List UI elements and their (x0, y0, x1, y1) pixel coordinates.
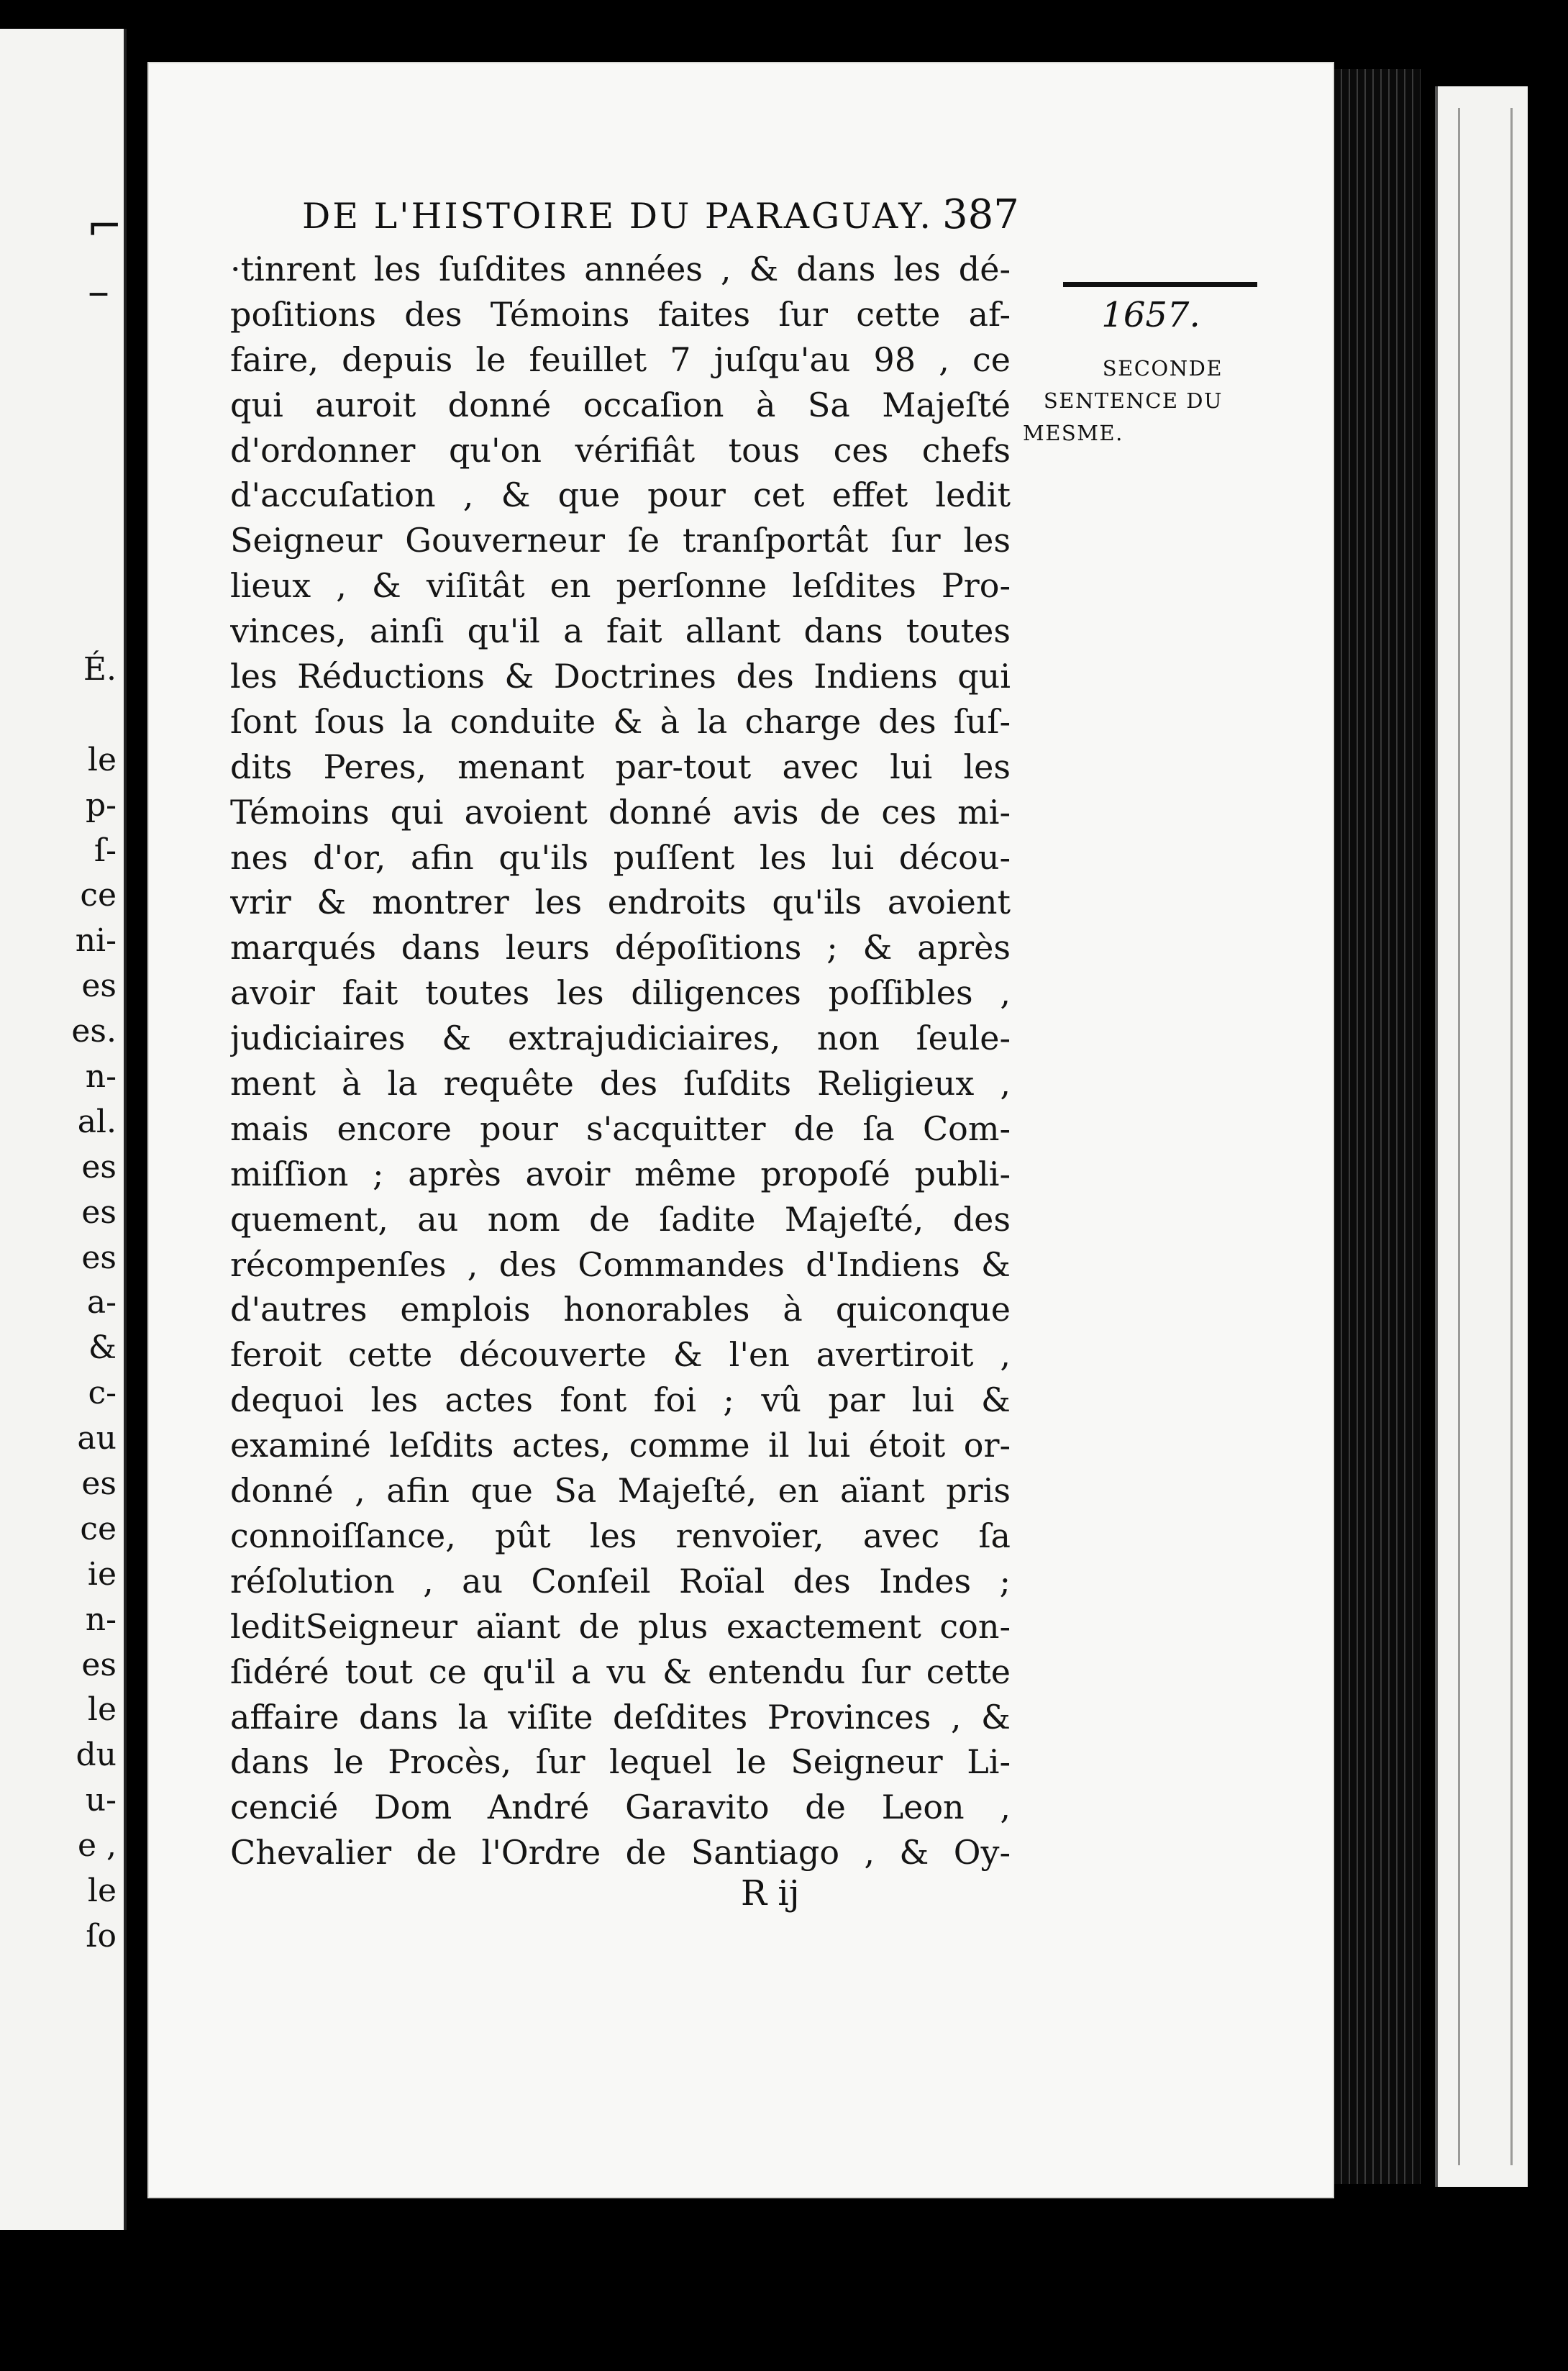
facing-page-line-endings (9, 647, 117, 1960)
text-line: lieux , & viſitât en perſonne leſdites Pro- (230, 566, 1011, 606)
back-cover-board (1435, 86, 1528, 2187)
text-line: avoir fait toutes les diligences poſſibles , (230, 973, 1011, 1013)
facing-page-dash-mark: – (88, 266, 109, 317)
facing-line-fragment: ſo (86, 1917, 117, 1954)
facing-page-bracket-mark: ⌐ (86, 201, 123, 252)
text-line: feroit cette découverte & l'en avertiroit , (230, 1335, 1011, 1375)
text-line: marqués dans leurs dépoſitions ; & après (230, 928, 1011, 968)
text-line: qui auroit donné occaſion à Sa Majeſté (230, 385, 1011, 424)
text-line: dits Peres, menant par-tout avec lui les (230, 747, 1011, 786)
cover-binding-lines (1458, 108, 1513, 2165)
text-line: d'autres emplois honorables à quiconque (230, 1290, 1011, 1329)
running-header: DE L'HISTOIRE DU PARAGUAY. (302, 196, 933, 237)
facing-line-fragment: n- (85, 1058, 117, 1096)
facing-line-fragment: le (87, 1691, 117, 1729)
text-line: ·tinrent les ſuſdites années , & dans les dé- (230, 250, 1011, 288)
facing-line-fragment: ce (80, 877, 117, 914)
text-line: mais encore pour s'acquitter de ſa Com- (230, 1109, 1011, 1148)
text-line: poſitions des Témoins faites ſur cette af- (230, 294, 1011, 334)
margin-note-line: SECONDE (1102, 356, 1223, 381)
text-line: ſont ſous la conduite & à la charge des ſuſ- (230, 701, 1011, 741)
text-line: donné , afin que Sa Majeſté, en aïant pris (230, 1471, 1011, 1511)
text-line: nes d'or, afin qu'ils puſſent les lui décou- (230, 837, 1011, 877)
text-line: vrir & montrer les endroits qu'ils avoient (230, 883, 1011, 922)
margin-year: 1657. (1101, 295, 1200, 335)
margin-note-line: SENTENCE DU (1043, 388, 1223, 413)
text-line: miſſion ; après avoir même propoſé publi- (230, 1154, 1011, 1193)
facing-line-fragment: c- (88, 1375, 117, 1412)
text-line: vinces, ainſi qu'il a fait allant dans toutes (230, 611, 1011, 651)
facing-line-fragment: & (88, 1329, 117, 1367)
facing-line-fragment: es (81, 1646, 117, 1683)
facing-line-fragment: es (81, 1239, 117, 1276)
facing-line-fragment: É. (83, 651, 117, 688)
facing-line-fragment: u- (85, 1782, 117, 1819)
page-number: 387 (942, 191, 1019, 238)
text-line: Chevalier de l'Ordre de Santiago , & Oy- (230, 1833, 1011, 1872)
text-line: réſolution , au Conſeil Roïal des Indes ; (230, 1561, 1011, 1601)
facing-line-fragment: le (87, 1872, 117, 1910)
text-line: les Réductions & Doctrines des Indiens qui (230, 657, 1011, 696)
text-line: leditSeigneur aïant de plus exactement con- (230, 1606, 1011, 1646)
facing-line-fragment: es (81, 1465, 117, 1503)
text-line: judiciaires & extrajudiciaires, non ſeule- (230, 1019, 1011, 1058)
facing-line-fragment: n- (85, 1601, 117, 1638)
page-edges (1334, 69, 1421, 2184)
facing-line-fragment: e , (77, 1827, 117, 1865)
facing-line-fragment: es (81, 1193, 117, 1231)
facing-line-fragment: ni- (75, 922, 117, 960)
text-line: cencié Dom André Garavito de Leon , (230, 1788, 1011, 1827)
signature-mark: R ij (741, 1873, 800, 1913)
facing-page-fragment (0, 29, 127, 2230)
facing-line-fragment: p- (85, 786, 117, 824)
facing-line-fragment (9, 693, 117, 738)
text-line: d'ordonner qu'on vérifiât tous ces chefs (230, 430, 1011, 470)
facing-line-fragment: du (76, 1737, 117, 1774)
facing-line-fragment: ie (87, 1555, 117, 1593)
facing-line-fragment: es (81, 968, 117, 1005)
facing-line-fragment: es (81, 1148, 117, 1186)
margin-note-line: MESME. (1023, 421, 1123, 445)
text-line: ſidéré tout ce qu'il a vu & entendu ſur cette (230, 1652, 1011, 1691)
text-line: examiné leſdits actes, comme il lui étoit or- (230, 1426, 1011, 1465)
text-line: dans le Procès, ſur lequel le Seigneur Li- (230, 1742, 1011, 1782)
margin-note (1021, 352, 1223, 450)
text-line: faire, depuis le feuillet 7 juſqu'au 98 , ce (230, 340, 1011, 379)
text-line: connoiſſance, pût les renvoïer, avec ſa (230, 1516, 1011, 1555)
facing-line-fragment: ſ- (94, 832, 117, 869)
text-line: dequoi les actes font foi ; vû par lui & (230, 1380, 1011, 1420)
margin-rule (1063, 282, 1257, 287)
facing-line-fragment: es. (71, 1013, 117, 1050)
body-text (230, 247, 1011, 1875)
text-line: quement, au nom de ſadite Majeſté, des (230, 1199, 1011, 1239)
facing-line-fragment: a- (86, 1284, 117, 1321)
facing-line-fragment: le (87, 741, 117, 778)
facing-line-fragment: au (77, 1420, 117, 1457)
facing-line-fragment: ce (80, 1510, 117, 1547)
text-line: Seigneur Gouverneur ſe tranſportât ſur les (230, 521, 1011, 560)
text-line: affaire dans la viſite deſdites Provinces , & (230, 1697, 1011, 1737)
text-line: Témoins qui avoient donné avis de ces mi- (230, 792, 1011, 832)
text-line: d'accuſation , & que pour cet effet ledit (230, 475, 1011, 515)
text-line: ment à la requête des ſuſdits Religieux , (230, 1064, 1011, 1103)
text-line: récompenſes , des Commandes d'Indiens & (230, 1244, 1011, 1284)
facing-line-fragment: al. (77, 1103, 117, 1140)
